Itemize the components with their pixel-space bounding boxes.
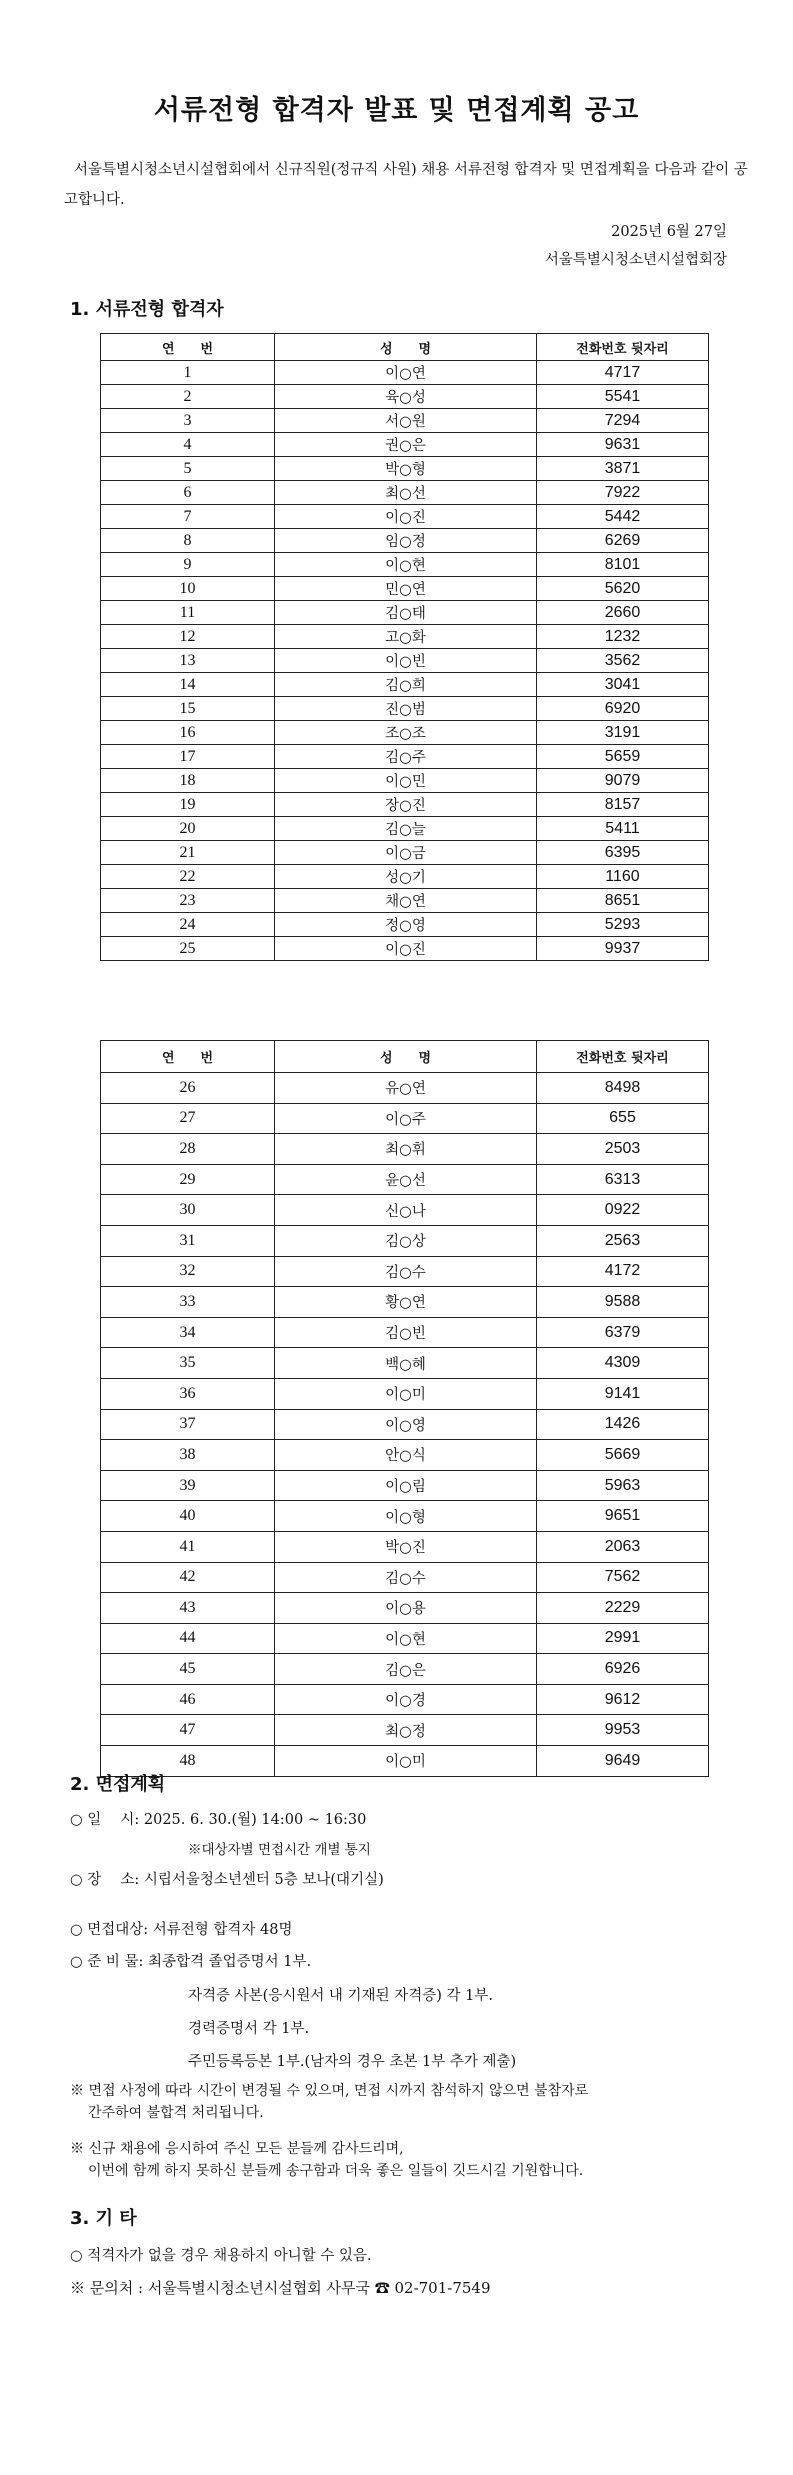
row-name: 이○민 bbox=[275, 769, 537, 793]
row-number: 32 bbox=[101, 1256, 275, 1287]
row-number: 38 bbox=[101, 1440, 275, 1471]
row-name: 육○성 bbox=[275, 385, 537, 409]
table-row bbox=[101, 1654, 709, 1685]
row-number: 46 bbox=[101, 1684, 275, 1715]
row-number: 15 bbox=[101, 697, 275, 721]
notice-line: ※ 면접 사정에 따라 시간이 변경될 수 있으며, 면접 시까지 참석하지 않으면 불참자로 bbox=[70, 2083, 589, 2099]
row-phone: 5442 bbox=[537, 505, 709, 529]
notice-time-change bbox=[70, 2080, 750, 2124]
row-name: 이○미 bbox=[275, 1378, 537, 1409]
table-row bbox=[101, 409, 709, 433]
table-row bbox=[101, 865, 709, 889]
row-number: 25 bbox=[101, 937, 275, 961]
row-number: 23 bbox=[101, 889, 275, 913]
row-phone: 2503 bbox=[537, 1134, 709, 1165]
row-number: 17 bbox=[101, 745, 275, 769]
row-phone: 3871 bbox=[537, 457, 709, 481]
row-number: 19 bbox=[101, 793, 275, 817]
row-number: 43 bbox=[101, 1593, 275, 1624]
table-header-row bbox=[101, 334, 709, 361]
row-name: 이○미 bbox=[275, 1746, 537, 1777]
row-phone: 5659 bbox=[537, 745, 709, 769]
row-name: 이○림 bbox=[275, 1470, 537, 1501]
table-row bbox=[101, 1134, 709, 1165]
table-row bbox=[101, 937, 709, 961]
row-name: 박○진 bbox=[275, 1531, 537, 1562]
row-number: 4 bbox=[101, 433, 275, 457]
table-row bbox=[101, 1501, 709, 1532]
row-name: 백○혜 bbox=[275, 1348, 537, 1379]
row-name: 이○연 bbox=[275, 361, 537, 385]
header-phone: 전화번호 뒷자리 bbox=[537, 1041, 709, 1073]
table-row bbox=[101, 1470, 709, 1501]
row-name: 서○원 bbox=[275, 409, 537, 433]
intro-paragraph: 서울특별시청소년시설협회에서 신규직원(정규직 사원) 채용 서류전형 합격자 및 면접계획을 다음과 같이 공고합니다. bbox=[64, 162, 748, 208]
row-number: 9 bbox=[101, 553, 275, 577]
row-number: 41 bbox=[101, 1531, 275, 1562]
organization-signature: 서울특별시청소년시설협회장 bbox=[544, 252, 727, 268]
row-phone: 7562 bbox=[537, 1562, 709, 1593]
row-number: 44 bbox=[101, 1623, 275, 1654]
row-number: 47 bbox=[101, 1715, 275, 1746]
notice-line: 이번에 함께 하지 못하신 분들께 송구함과 더욱 좋은 일들이 깃드시길 기원합니다. bbox=[88, 2163, 584, 2179]
table-row bbox=[101, 481, 709, 505]
row-name: 김○수 bbox=[275, 1562, 537, 1593]
row-number: 8 bbox=[101, 529, 275, 553]
row-phone: 5411 bbox=[537, 817, 709, 841]
table-row bbox=[101, 361, 709, 385]
row-name: 안○식 bbox=[275, 1440, 537, 1471]
row-number: 30 bbox=[101, 1195, 275, 1226]
table-row bbox=[101, 841, 709, 865]
announcement-date: 2025년 6월 27일 bbox=[611, 224, 727, 240]
table-row bbox=[101, 553, 709, 577]
row-phone: 2229 bbox=[537, 1593, 709, 1624]
table-row bbox=[101, 793, 709, 817]
notice-thanks bbox=[70, 2138, 750, 2182]
row-number: 7 bbox=[101, 505, 275, 529]
row-number: 29 bbox=[101, 1164, 275, 1195]
table-row bbox=[101, 1103, 709, 1134]
table-row bbox=[101, 385, 709, 409]
row-name: 유○연 bbox=[275, 1073, 537, 1104]
table-row bbox=[101, 913, 709, 937]
prep-item: 주민등록등본 1부.(남자의 경우 초본 1부 추가 제출) bbox=[188, 2054, 517, 2070]
prep-materials: ○ 준 비 물: 최종합격 졸업증명서 1부. bbox=[70, 1954, 312, 1970]
table-row bbox=[101, 529, 709, 553]
row-phone: 7922 bbox=[537, 481, 709, 505]
row-number: 14 bbox=[101, 673, 275, 697]
row-name: 최○휘 bbox=[275, 1134, 537, 1165]
table-row bbox=[101, 817, 709, 841]
row-name: 진○범 bbox=[275, 697, 537, 721]
row-name: 이○경 bbox=[275, 1684, 537, 1715]
header-phone: 전화번호 뒷자리 bbox=[537, 334, 709, 361]
table-row bbox=[101, 1317, 709, 1348]
row-phone: 9612 bbox=[537, 1684, 709, 1715]
row-phone: 2563 bbox=[537, 1225, 709, 1256]
row-number: 27 bbox=[101, 1103, 275, 1134]
row-number: 37 bbox=[101, 1409, 275, 1440]
row-number: 42 bbox=[101, 1562, 275, 1593]
table-header-row bbox=[101, 1041, 709, 1073]
row-number: 21 bbox=[101, 841, 275, 865]
row-number: 10 bbox=[101, 577, 275, 601]
row-name: 최○선 bbox=[275, 481, 537, 505]
header-name: 성 명 bbox=[275, 1041, 537, 1073]
table-row bbox=[101, 697, 709, 721]
table-row bbox=[101, 1593, 709, 1624]
header-name: 성 명 bbox=[275, 334, 537, 361]
row-name: 김○희 bbox=[275, 673, 537, 697]
row-number: 33 bbox=[101, 1287, 275, 1318]
row-name: 김○빈 bbox=[275, 1317, 537, 1348]
row-phone: 3562 bbox=[537, 649, 709, 673]
row-name: 고○화 bbox=[275, 625, 537, 649]
row-number: 45 bbox=[101, 1654, 275, 1685]
row-name: 민○연 bbox=[275, 577, 537, 601]
row-phone: 1232 bbox=[537, 625, 709, 649]
row-phone: 8157 bbox=[537, 793, 709, 817]
prep-item: 경력증명서 각 1부. bbox=[188, 2021, 310, 2037]
row-phone: 9651 bbox=[537, 1501, 709, 1532]
row-phone: 9079 bbox=[537, 769, 709, 793]
interview-targets: ○ 면접대상: 서류전형 합격자 48명 bbox=[70, 1922, 293, 1938]
table-row bbox=[101, 577, 709, 601]
row-number: 6 bbox=[101, 481, 275, 505]
header-number: 연 번 bbox=[101, 1041, 275, 1073]
row-name: 이○주 bbox=[275, 1103, 537, 1134]
table-row bbox=[101, 1715, 709, 1746]
row-phone: 0922 bbox=[537, 1195, 709, 1226]
row-name: 성○기 bbox=[275, 865, 537, 889]
row-phone: 8101 bbox=[537, 553, 709, 577]
row-name: 최○정 bbox=[275, 1715, 537, 1746]
row-name: 황○연 bbox=[275, 1287, 537, 1318]
row-name: 장○진 bbox=[275, 793, 537, 817]
table-row bbox=[101, 601, 709, 625]
row-number: 24 bbox=[101, 913, 275, 937]
row-number: 36 bbox=[101, 1378, 275, 1409]
table-row bbox=[101, 1378, 709, 1409]
row-name: 이○영 bbox=[275, 1409, 537, 1440]
passers-table-1 bbox=[100, 333, 709, 961]
row-phone: 2991 bbox=[537, 1623, 709, 1654]
row-name: 이○용 bbox=[275, 1593, 537, 1624]
row-name: 이○형 bbox=[275, 1501, 537, 1532]
section1-heading: 1. 서류전형 합격자 bbox=[70, 299, 224, 320]
row-phone: 5963 bbox=[537, 1470, 709, 1501]
row-number: 26 bbox=[101, 1073, 275, 1104]
row-name: 이○금 bbox=[275, 841, 537, 865]
row-phone: 4717 bbox=[537, 361, 709, 385]
row-number: 18 bbox=[101, 769, 275, 793]
row-phone: 6269 bbox=[537, 529, 709, 553]
table-row bbox=[101, 1440, 709, 1471]
row-number: 5 bbox=[101, 457, 275, 481]
row-phone: 1160 bbox=[537, 865, 709, 889]
row-phone: 9588 bbox=[537, 1287, 709, 1318]
table-row bbox=[101, 505, 709, 529]
notice-line: ※ 신규 채용에 응시하여 주신 모든 분들께 감사드리며, bbox=[70, 2141, 404, 2157]
table-row bbox=[101, 1256, 709, 1287]
row-phone: 8651 bbox=[537, 889, 709, 913]
table-row bbox=[101, 1531, 709, 1562]
table-row bbox=[101, 1348, 709, 1379]
row-phone: 7294 bbox=[537, 409, 709, 433]
row-name: 박○형 bbox=[275, 457, 537, 481]
row-phone: 6926 bbox=[537, 1654, 709, 1685]
page-title: 서류전형 합격자 발표 및 면접계획 공고 bbox=[153, 95, 640, 126]
row-name: 김○상 bbox=[275, 1225, 537, 1256]
row-phone: 5293 bbox=[537, 913, 709, 937]
table-row bbox=[101, 1164, 709, 1195]
row-name: 김○늘 bbox=[275, 817, 537, 841]
row-phone: 6379 bbox=[537, 1317, 709, 1348]
passers-table-2 bbox=[100, 1040, 709, 1777]
row-number: 20 bbox=[101, 817, 275, 841]
table-row bbox=[101, 1073, 709, 1104]
contact-info: ※ 문의처 : 서울특별시청소년시설협회 사무국 ☎ 02-701-7549 bbox=[70, 2279, 491, 2297]
row-number: 2 bbox=[101, 385, 275, 409]
row-phone: 2660 bbox=[537, 601, 709, 625]
row-phone: 8498 bbox=[537, 1073, 709, 1104]
row-phone: 5669 bbox=[537, 1440, 709, 1471]
table-row bbox=[101, 625, 709, 649]
row-name: 김○수 bbox=[275, 1256, 537, 1287]
row-phone: 9649 bbox=[537, 1746, 709, 1777]
table-row bbox=[101, 1746, 709, 1777]
row-number: 12 bbox=[101, 625, 275, 649]
row-name: 정○영 bbox=[275, 913, 537, 937]
schedule-note: ※대상자별 면접시간 개별 통지 bbox=[188, 1842, 371, 1858]
row-number: 31 bbox=[101, 1225, 275, 1256]
row-number: 1 bbox=[101, 361, 275, 385]
row-name: 이○현 bbox=[275, 1623, 537, 1654]
section3-heading: 3. 기 타 bbox=[70, 2208, 137, 2229]
row-phone: 6313 bbox=[537, 1164, 709, 1195]
row-number: 11 bbox=[101, 601, 275, 625]
header-number: 연 번 bbox=[101, 334, 275, 361]
table-row bbox=[101, 457, 709, 481]
row-number: 34 bbox=[101, 1317, 275, 1348]
table-row bbox=[101, 769, 709, 793]
table-row bbox=[101, 649, 709, 673]
row-phone: 9937 bbox=[537, 937, 709, 961]
table-row bbox=[101, 1195, 709, 1226]
row-phone: 4172 bbox=[537, 1256, 709, 1287]
table-row bbox=[101, 433, 709, 457]
row-phone: 4309 bbox=[537, 1348, 709, 1379]
row-number: 3 bbox=[101, 409, 275, 433]
interview-place: ○ 장 소: 시립서울청소년센터 5층 보나(대기실) bbox=[70, 1872, 384, 1888]
row-number: 22 bbox=[101, 865, 275, 889]
section2-heading: 2. 면접계획 bbox=[70, 1774, 166, 1795]
row-phone: 1426 bbox=[537, 1409, 709, 1440]
row-phone: 6920 bbox=[537, 697, 709, 721]
row-name: 조○조 bbox=[275, 721, 537, 745]
row-phone: 5541 bbox=[537, 385, 709, 409]
row-number: 39 bbox=[101, 1470, 275, 1501]
notice-line: 간주하여 불합격 처리됩니다. bbox=[88, 2105, 264, 2121]
row-phone: 655 bbox=[537, 1103, 709, 1134]
table-row bbox=[101, 1287, 709, 1318]
row-number: 28 bbox=[101, 1134, 275, 1165]
interview-schedule: ○ 일 시: 2025. 6. 30.(월) 14:00 ~ 16:30 bbox=[70, 1812, 367, 1828]
row-phone: 9141 bbox=[537, 1378, 709, 1409]
row-name: 김○주 bbox=[275, 745, 537, 769]
table-row bbox=[101, 673, 709, 697]
table-row bbox=[101, 1562, 709, 1593]
row-number: 16 bbox=[101, 721, 275, 745]
row-phone: 6395 bbox=[537, 841, 709, 865]
row-phone: 5620 bbox=[537, 577, 709, 601]
row-phone: 9631 bbox=[537, 433, 709, 457]
row-name: 이○빈 bbox=[275, 649, 537, 673]
row-name: 윤○선 bbox=[275, 1164, 537, 1195]
table-row bbox=[101, 1684, 709, 1715]
row-name: 권○은 bbox=[275, 433, 537, 457]
prep-item: 자격증 사본(응시원서 내 기재된 자격증) 각 1부. bbox=[188, 1988, 493, 2004]
other-note: ○ 적격자가 없을 경우 채용하지 아니할 수 있음. bbox=[70, 2248, 372, 2264]
row-name: 임○정 bbox=[275, 529, 537, 553]
row-phone: 3041 bbox=[537, 673, 709, 697]
row-number: 40 bbox=[101, 1501, 275, 1532]
row-name: 김○태 bbox=[275, 601, 537, 625]
table-row bbox=[101, 721, 709, 745]
table-row bbox=[101, 745, 709, 769]
table-row bbox=[101, 1623, 709, 1654]
row-phone: 9953 bbox=[537, 1715, 709, 1746]
table-row bbox=[101, 889, 709, 913]
row-name: 신○나 bbox=[275, 1195, 537, 1226]
row-phone: 2063 bbox=[537, 1531, 709, 1562]
row-number: 48 bbox=[101, 1746, 275, 1777]
row-name: 이○진 bbox=[275, 505, 537, 529]
row-phone: 3191 bbox=[537, 721, 709, 745]
row-name: 이○현 bbox=[275, 553, 537, 577]
row-name: 김○은 bbox=[275, 1654, 537, 1685]
table-row bbox=[101, 1225, 709, 1256]
table-row bbox=[101, 1409, 709, 1440]
row-number: 35 bbox=[101, 1348, 275, 1379]
row-number: 13 bbox=[101, 649, 275, 673]
row-name: 이○진 bbox=[275, 937, 537, 961]
row-name: 채○연 bbox=[275, 889, 537, 913]
